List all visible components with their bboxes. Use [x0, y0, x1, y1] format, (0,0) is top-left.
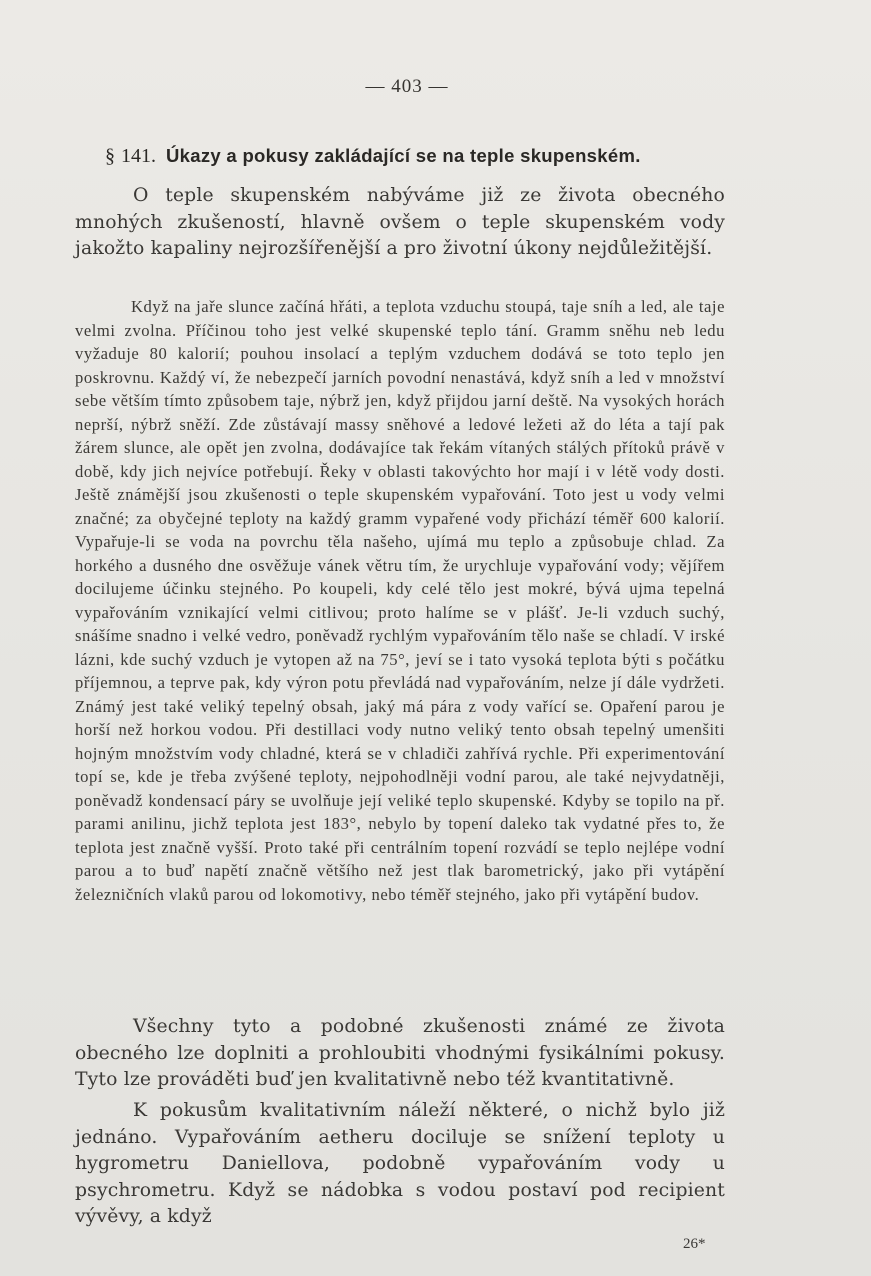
section-title: Úkazy a pokusy zakládající se na teple skupenském.	[166, 145, 641, 166]
section-sign: §	[105, 145, 115, 167]
section-number: 141.	[121, 145, 156, 167]
paragraph-experiments: Všechny tyto a podobné zkušenosti známé ze života obecného lze doplniti a prohloubiti vhodnými fysikálními pokusy. Tyto lze prováděti buď jen kvalitativně nebo též kvantitativně.	[75, 1016, 725, 1090]
paragraph-examples: Když na jaře slunce začíná hřáti, a teplota vzduchu stoupá, taje sníh a led, ale taje velmi zvolna. Příčinou toho jest velké skupenské teplo tání. Gramm sněhu neb ledu vyžaduje 80 kalorií; pouhou insolací a teplým vzduchem dodává se toto teplo jen poskrovnu. Každý ví, že nebezpečí jarních povodní nenastává, když sníh a led v množství sebe větším tímto způsobem taje, nýbrž jen, když přijdou jarní deště. Na vysokých horách neprší, nýbrž sněží. Zde zůstávají massy sněhové a ledové ležeti až do léta a tají pak žárem slunce, ale opět jen zvolna, dodávajíce tak řekám vítaných stálých přítoků právě v době, kdy jich nejvíce potřebují. Řeky v oblasti takovýchto hor mají i v létě vody dosti. Ještě známější jsou zkušenosti o teple skupenském vypařování. Toto jest u vody velmi značné; za obyčejné teploty na každý gramm vypařené vody přichází téměř 600 kalorií. Vypařuje-li se voda na povrchu těla našeho, ujímá mu teplo a způsobuje chlad. Za horkého a dusného dne osvěžuje vánek větru tím, že urychluje vypařování vody; vějířem docilujeme účinku stejného. Po koupeli, kdy celé tělo jest mokré, bývá ujma tepelná vypařováním vznikající velmi citlivou; proto halíme se v plášť. Je-li vzduch suchý, snášíme snadno i velké vedro, poněvadž rychlým vypařováním tělo naše se chladí. V irské lázni, kde suchý vzduch je vytopen až na 75°, jeví se i tato vysoká teplota býti s počátku příjemnou, a teprve pak, kdy výron potu převládá nad vypařováním, nelze jí dále vydržeti. Známý jest také veliký tepelný obsah, jaký má pára z vody vařící se. Opaření parou je horší než horkou vodou. Při destillaci vody nutno veliký tento obsah tepelný umenšiti hojným množstvím vody chladné, která se v chladiči zahřívá rychle. Při experimentování topí se, kde je třeba zvýšené teploty, nejpohodlněji vodní parou, ale také nejvydatněji, poněvadž kondensací páry se uvolňuje její veliké teplo skupenské. Kdyby se topilo na př. parami anilinu, jichž teplota jest 183°, nebylo by topení daleko tak vydatné přes to, že teplota jest značně vyšší. Proto také při centrálním topení rozvádí se teplo nejlépe vodní parou a to buď napětí značně většího než jest tlak barometrický, jako při vytápění železničních vlaků parou od lokomotivy, nebo téměř stejného, jako při vytápění budov.	[75, 297, 725, 904]
printer-signature-mark: 26*	[683, 1236, 706, 1252]
page-number: — 403 —	[365, 76, 449, 97]
section-heading	[105, 145, 765, 168]
paragraph-intro: O teple skupenském nabýváme již ze života obecného mnohých zkušeností, hlavně ovšem o teple skupenském vody jakožto kapaliny nejrozšířenější a pro životní úkony nejdůležitější.	[75, 185, 725, 259]
paragraph-qualitative: K pokusům kvalitativním náleží některé, o nichž bylo již jednáno. Vypařováním aetheru dociluje se snížení teploty u hygrometru Daniellova, podobně vypařováním vody u psychrometru. Když se nádobka s vodou postaví pod recipient vývěvy, a když	[75, 1100, 725, 1227]
